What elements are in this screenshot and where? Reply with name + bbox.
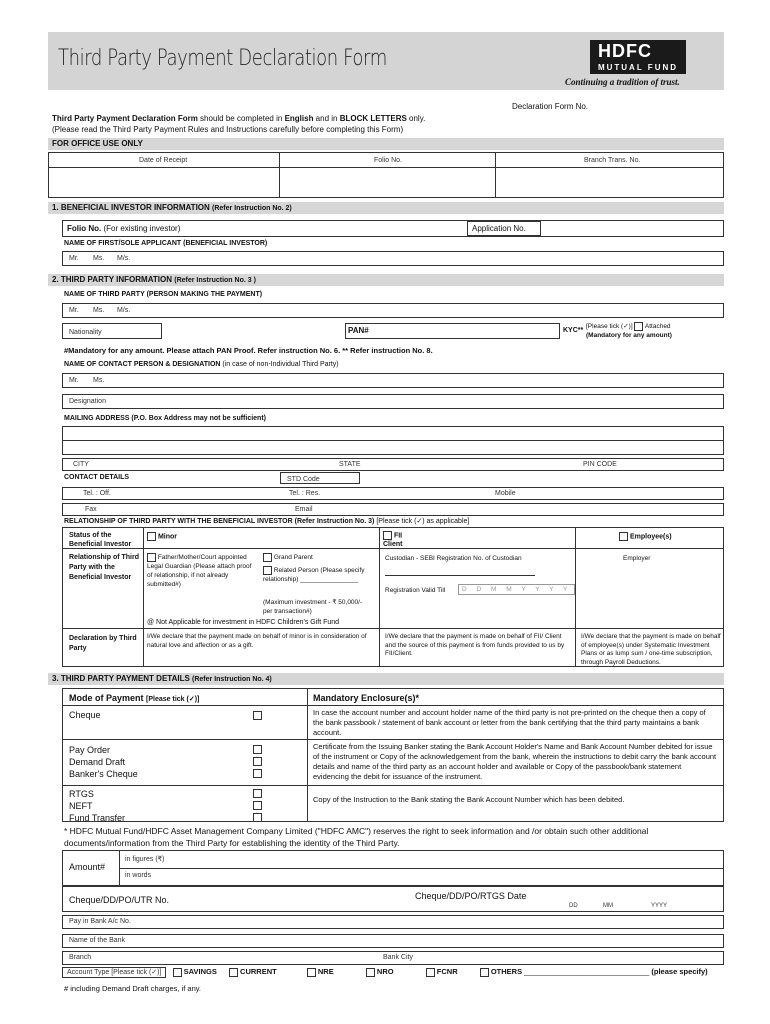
branch-trans-label: Branch Trans. No. xyxy=(584,157,641,164)
office-use-header: FOR OFFICE USE ONLY xyxy=(48,138,724,150)
valid-till-input[interactable]: D D M M Y Y Y Y xyxy=(458,584,575,595)
cheque-checkbox[interactable] xyxy=(253,711,262,720)
others-checkbox[interactable] xyxy=(480,968,489,977)
third-party-name-input[interactable]: Mr. Ms. M/s. xyxy=(62,303,724,318)
divider xyxy=(49,167,723,168)
mailing-address-label: MAILING ADDRESS (P.O. Box Address may not be sufficient) xyxy=(64,415,266,422)
pay-in-account-input[interactable]: Pay in Bank A/c No. xyxy=(62,915,724,929)
tel-mobile-input[interactable]: Tel. : Off. Tel. : Res. Mobile xyxy=(62,487,724,500)
declaration-label: Declaration by Third Party xyxy=(69,635,137,652)
page-title: Third Party Payment Declaration Form xyxy=(58,46,387,71)
minor-option[interactable]: Minor xyxy=(147,532,177,541)
cheque-no-label: Cheque/DD/PO/UTR No. xyxy=(69,895,170,905)
related-option[interactable]: Related Person (Please specify relationship) ________________ xyxy=(263,567,365,584)
applicant-name-input[interactable]: Mr. Ms. M/s. xyxy=(62,251,724,266)
designation-input[interactable]: Designation xyxy=(62,394,724,409)
relationship-header: RELATIONSHIP OF THIRD PARTY WITH THE BENEFICIAL INVESTOR (Refer Instruction No. 3) [Please tick (✓) as applicable] xyxy=(64,518,470,525)
cheque-no-box[interactable]: Cheque/DD/PO/UTR No. Cheque/DD/PO/RTGS Date DD MM YYYY xyxy=(62,886,724,912)
hdfc-logo: HDFC xyxy=(590,40,686,62)
custodian-label: Custodian - SEBI Registration No. of Custodian xyxy=(385,555,522,562)
pay-order-checkbox[interactable] xyxy=(253,745,262,754)
neft-checkbox[interactable] xyxy=(253,801,262,810)
nre-checkbox[interactable] xyxy=(307,968,316,977)
amount-box[interactable] xyxy=(62,850,724,886)
employer-label: Employer xyxy=(623,555,651,562)
applicant-name-label: NAME OF FIRST/SOLE APPLICANT (BENEFICIAL INVESTOR) xyxy=(64,240,268,247)
divider xyxy=(495,153,496,197)
relationship-label: Relationship of Third Party with the Beneficial Investor xyxy=(69,554,139,581)
valid-till-label: Registration Valid Till xyxy=(385,587,446,594)
figures-label: in figures (₹) xyxy=(125,856,165,863)
po-dd-labels: Pay Order Demand Draft Banker's Cheque xyxy=(69,745,138,779)
third-party-name-label: NAME OF THIRD PARTY (PERSON MAKING THE PAYMENT) xyxy=(64,291,263,298)
folio-input-row[interactable]: Folio No. (For existing investor) Application No. xyxy=(62,220,724,237)
contact-details-label: CONTACT DETAILS xyxy=(64,474,130,481)
account-type-row: Account Type [Please tick (✓)] SAVINGS CURRENT NRE NRO FCNR OTHERS ______________________________ (please specify) xyxy=(62,967,724,981)
date-of-receipt-label: Date of Receipt xyxy=(139,157,188,164)
employee-declaration: I/We declare that the payment is made on behalf of employee(s) under Systematic Investment Plans or as lump sum / one-time subscription, through Payroll Deductions. xyxy=(581,633,721,666)
minor-declaration: I/We declare that the payment made on behalf of minor is in consideration of natural love and affection or as a gift. xyxy=(147,633,367,649)
nationality-input[interactable]: Nationality xyxy=(62,323,162,339)
application-no-label: Application No. xyxy=(467,221,541,236)
divider xyxy=(279,153,280,197)
enclosures-label: Mandatory Enclosure(s)* xyxy=(313,693,420,703)
gift-fund-note: @ Not Applicable for investment in HDFC Children's Gift Fund xyxy=(147,619,340,626)
kyc-label: KYC** xyxy=(563,327,584,334)
words-label: in words xyxy=(125,872,152,879)
kyc-checkbox[interactable] xyxy=(634,322,643,331)
section3-header: 3. THIRD PARTY PAYMENT DETAILS (Refer Instruction No. 4) xyxy=(48,673,724,685)
footnote: * HDFC Mutual Fund/HDFC Asset Management Company Limited ("HDFC AMC") reserves the right to seek information and /or obtain such other additional documents/information from the Third Party for establishing the identity of the Third Party. xyxy=(64,826,649,848)
rtgs-labels: RTGS NEFT Fund Transfer xyxy=(69,789,126,823)
nro-checkbox[interactable] xyxy=(366,968,375,977)
amount-label: Amount# xyxy=(69,862,106,872)
address-line2[interactable] xyxy=(62,440,724,455)
city-state-pin-input[interactable]: CITY STATE PIN CODE xyxy=(62,458,724,471)
mode-of-payment-label: Mode of Payment [Please tick (✓)] xyxy=(69,693,200,703)
cheque-label: Cheque xyxy=(69,710,101,720)
fii-declaration: I/We declare that the payment is made on behalf of FII/ Client and the source of this payment is from funds provided to us by FII/Client. xyxy=(385,633,565,657)
folio-label: Folio No. xyxy=(374,157,403,164)
employee-option[interactable]: Employee(s) xyxy=(619,532,672,541)
pan-label: PAN# xyxy=(348,326,369,335)
dd-charges-note: # including Demand Draft charges, if any. xyxy=(64,984,202,993)
address-line1[interactable] xyxy=(62,426,724,441)
payment-mode-table xyxy=(62,688,724,822)
fcnr-checkbox[interactable] xyxy=(426,968,435,977)
contact-person-input[interactable]: Mr. Ms. xyxy=(62,373,724,388)
contact-person-label: NAME OF CONTACT PERSON & DESIGNATION (in case of non-Individual Third Party) xyxy=(64,361,339,368)
declaration-no-label: Declaration Form No. xyxy=(512,102,589,111)
max-investment-note: (Maximum investment - ₹ 50,000/- per transaction#) xyxy=(263,599,363,615)
relationship-table xyxy=(62,527,724,667)
std-code-input[interactable]: STD Code xyxy=(280,472,360,484)
cheque-date-label: Cheque/DD/PO/RTGS Date xyxy=(415,891,527,901)
rtgs-enclosure: Copy of the Instruction to the Bank stating the Bank Account Number which has been debited. xyxy=(313,795,625,804)
tagline: Continuing a tradition of trust. xyxy=(565,77,680,87)
bank-name-input[interactable]: Name of the Bank xyxy=(62,934,724,948)
status-label: Status of the Beneficial Investor xyxy=(69,532,132,548)
demand-draft-checkbox[interactable] xyxy=(253,757,262,766)
current-checkbox[interactable] xyxy=(229,968,238,977)
pan-input[interactable] xyxy=(345,323,560,339)
grandparent-option[interactable]: Grand Parent xyxy=(263,553,373,562)
po-enclosure: Certificate from the Issuing Banker stating the Bank Account Holder's Name and Bank Account Number debited for issue of the instrument or Copy of the acknowledgement from the bank, wherein the instructions to debit carry the bank account details and name of the third party as an account holder and available or Copy of the passbook/bank statement evidencing the debit for issuance of the instrument. xyxy=(313,742,717,781)
logo-subtitle: MUTUAL FUND xyxy=(590,62,686,74)
bankers-cheque-checkbox[interactable] xyxy=(253,769,262,778)
office-use-box xyxy=(48,152,724,198)
section2-header: 2. THIRD PARTY INFORMATION (Refer Instruction No. 3 ) xyxy=(48,274,724,286)
section1-header: 1. BENEFICIAL INVESTOR INFORMATION (Refer Instruction No. 2) xyxy=(48,202,724,214)
branch-city-input[interactable]: Branch Bank City xyxy=(62,951,724,965)
fund-transfer-checkbox[interactable] xyxy=(253,813,262,822)
intro-line: Third Party Payment Declaration Form should be completed in English and in BLOCK LETTERS only. xyxy=(52,114,426,123)
father-option[interactable]: Father/Mother/Court appointed Legal Guardian (Please attach proof of relationship, if not already submitted#) xyxy=(147,554,252,589)
savings-checkbox[interactable] xyxy=(173,968,182,977)
fii-option[interactable]: FII Client xyxy=(383,532,403,549)
fax-email-input[interactable]: Fax Email xyxy=(62,503,724,516)
rtgs-checkbox[interactable] xyxy=(253,789,262,798)
intro-note: (Please read the Third Party Payment Rules and Instructions carefully before completing this Form) xyxy=(52,125,404,134)
pan-note: #Mandatory for any amount. Please attach PAN Proof. Refer instruction No. 6. ** Refer instruction No. 8. xyxy=(64,346,433,355)
kyc-note: [Please tick (✓)] Attached (Mandatory for any amount) xyxy=(586,323,672,340)
cheque-enclosure: In case the account number and account holder name of the third party is not pre-printed on the cheque then a copy of the bank passbook / statement of bank account or letter from the bank certifying that the third party maintains a bank account. xyxy=(313,708,706,737)
